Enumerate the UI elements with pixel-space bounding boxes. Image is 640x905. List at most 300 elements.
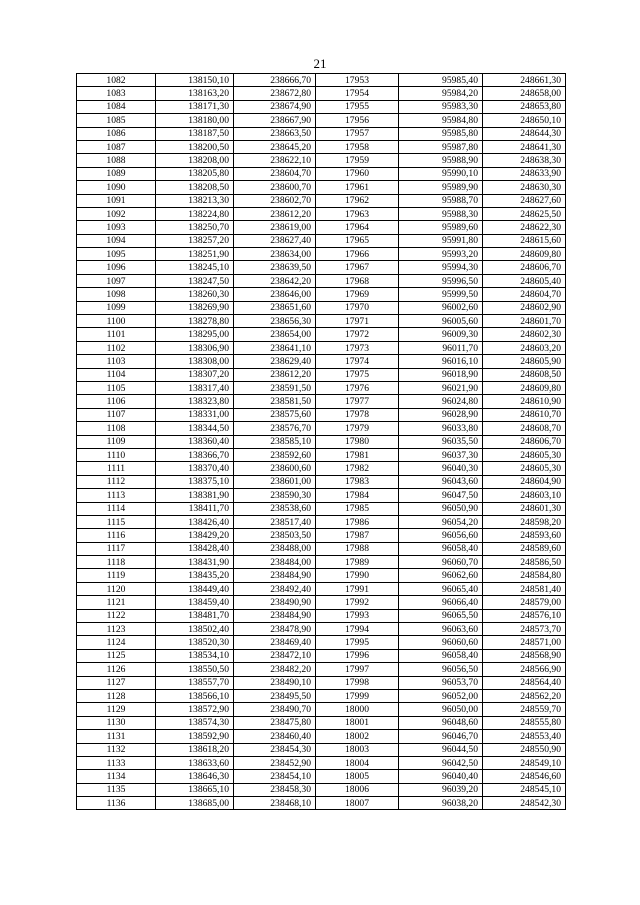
table-row <box>77 381 566 394</box>
table-cell: 17967 <box>316 261 399 274</box>
table-cell: 1127 <box>77 676 156 689</box>
table-cell: 248615,60 <box>483 234 566 247</box>
table-row <box>77 261 566 274</box>
table-cell: 138429,20 <box>156 529 234 542</box>
table-cell: 248605,30 <box>483 462 566 475</box>
table-cell: 17984 <box>316 489 399 502</box>
table-cell: 18002 <box>316 730 399 743</box>
table-cell: 138428,40 <box>156 542 234 555</box>
table-cell: 138250,70 <box>156 221 234 234</box>
table-row <box>77 556 566 569</box>
table-cell: 1118 <box>77 556 156 569</box>
table-cell: 138200,50 <box>156 140 234 153</box>
table-cell: 238495,50 <box>234 689 316 702</box>
table-cell: 17976 <box>316 381 399 394</box>
table-cell: 238490,70 <box>234 703 316 716</box>
table-cell: 1094 <box>77 234 156 247</box>
table-cell: 1111 <box>77 462 156 475</box>
table-cell: 17986 <box>316 515 399 528</box>
table-cell: 96052,00 <box>399 689 483 702</box>
table-cell: 17953 <box>316 74 399 87</box>
table-cell: 1131 <box>77 730 156 743</box>
table-row <box>77 341 566 354</box>
table-cell: 1125 <box>77 649 156 662</box>
table-cell: 138260,30 <box>156 288 234 301</box>
table-cell: 1129 <box>77 703 156 716</box>
table-cell: 248581,40 <box>483 582 566 595</box>
table-cell: 238600,60 <box>234 462 316 475</box>
table-cell: 248573,70 <box>483 623 566 636</box>
table-row <box>77 770 566 783</box>
table-cell: 248630,30 <box>483 181 566 194</box>
table-row <box>77 248 566 261</box>
table-cell: 238634,00 <box>234 248 316 261</box>
table-cell: 95990,10 <box>399 167 483 180</box>
table-cell: 238484,90 <box>234 609 316 622</box>
table-row <box>77 274 566 287</box>
table-cell: 1100 <box>77 315 156 328</box>
table-cell: 95985,40 <box>399 74 483 87</box>
table-cell: 248593,60 <box>483 529 566 542</box>
table-row <box>77 167 566 180</box>
table-cell: 1101 <box>77 328 156 341</box>
table-cell: 248602,90 <box>483 301 566 314</box>
table-row <box>77 87 566 100</box>
table-cell: 238517,40 <box>234 515 316 528</box>
table-cell: 17978 <box>316 408 399 421</box>
table-cell: 17956 <box>316 114 399 127</box>
table-cell: 1117 <box>77 542 156 555</box>
table-row <box>77 154 566 167</box>
table-cell: 248542,30 <box>483 797 566 810</box>
table-row <box>77 288 566 301</box>
table-cell: 238602,70 <box>234 194 316 207</box>
table-cell: 238484,00 <box>234 556 316 569</box>
table-cell: 17957 <box>316 127 399 140</box>
table-cell: 238452,90 <box>234 756 316 769</box>
table-cell: 248606,70 <box>483 435 566 448</box>
table-cell: 238490,90 <box>234 596 316 609</box>
table-cell: 95994,30 <box>399 261 483 274</box>
table-cell: 248638,30 <box>483 154 566 167</box>
table-cell: 138375,10 <box>156 475 234 488</box>
table-row <box>77 542 566 555</box>
table-cell: 1084 <box>77 100 156 113</box>
table-cell: 138245,10 <box>156 261 234 274</box>
table-cell: 238604,70 <box>234 167 316 180</box>
table-cell: 96002,60 <box>399 301 483 314</box>
table-cell: 96009,30 <box>399 328 483 341</box>
table-cell: 238667,90 <box>234 114 316 127</box>
table-cell: 96039,20 <box>399 783 483 796</box>
table-cell: 96037,30 <box>399 448 483 461</box>
table-cell: 17988 <box>316 542 399 555</box>
table-cell: 96047,50 <box>399 489 483 502</box>
table-cell: 138360,40 <box>156 435 234 448</box>
table-cell: 238458,30 <box>234 783 316 796</box>
table-cell: 238590,30 <box>234 489 316 502</box>
table-cell: 1132 <box>77 743 156 756</box>
table-row <box>77 582 566 595</box>
table-cell: 248579,00 <box>483 596 566 609</box>
table-cell: 17966 <box>316 248 399 261</box>
table-cell: 248602,30 <box>483 328 566 341</box>
table-cell: 138633,60 <box>156 756 234 769</box>
table-cell: 1090 <box>77 181 156 194</box>
table-cell: 248576,10 <box>483 609 566 622</box>
table-cell: 17955 <box>316 100 399 113</box>
table-cell: 248549,10 <box>483 756 566 769</box>
table-cell: 138520,30 <box>156 636 234 649</box>
table-cell: 95988,70 <box>399 194 483 207</box>
table-cell: 1133 <box>77 756 156 769</box>
table-cell: 248550,90 <box>483 743 566 756</box>
table-cell: 138278,80 <box>156 315 234 328</box>
table-cell: 95989,60 <box>399 221 483 234</box>
table-cell: 95991,80 <box>399 234 483 247</box>
table-row <box>77 140 566 153</box>
table-cell: 238645,20 <box>234 140 316 153</box>
table-cell: 1089 <box>77 167 156 180</box>
table-cell: 17989 <box>316 556 399 569</box>
table-cell: 248601,30 <box>483 502 566 515</box>
table-row <box>77 114 566 127</box>
table-cell: 238472,10 <box>234 649 316 662</box>
table-cell: 96011,70 <box>399 341 483 354</box>
table-cell: 17992 <box>316 596 399 609</box>
table-cell: 238488,00 <box>234 542 316 555</box>
table-cell: 138550,50 <box>156 663 234 676</box>
table-cell: 17961 <box>316 181 399 194</box>
table-cell: 138572,90 <box>156 703 234 716</box>
table-cell: 96063,60 <box>399 623 483 636</box>
table-cell: 17997 <box>316 663 399 676</box>
table-cell: 18006 <box>316 783 399 796</box>
table-cell: 238468,10 <box>234 797 316 810</box>
table-cell: 138187,50 <box>156 127 234 140</box>
table-cell: 238654,00 <box>234 328 316 341</box>
table-cell: 248627,60 <box>483 194 566 207</box>
table-cell: 17959 <box>316 154 399 167</box>
table-cell: 138685,00 <box>156 797 234 810</box>
table-cell: 17970 <box>316 301 399 314</box>
table-cell: 1099 <box>77 301 156 314</box>
table-cell: 1108 <box>77 422 156 435</box>
table-cell: 95983,30 <box>399 100 483 113</box>
table-cell: 17998 <box>316 676 399 689</box>
table-row <box>77 783 566 796</box>
table-cell: 95985,80 <box>399 127 483 140</box>
table-cell: 248603,10 <box>483 489 566 502</box>
table-cell: 1091 <box>77 194 156 207</box>
table-cell: 138323,80 <box>156 395 234 408</box>
coordinates-table <box>76 73 566 810</box>
table-row <box>77 797 566 810</box>
table-cell: 138331,00 <box>156 408 234 421</box>
table-cell: 1103 <box>77 355 156 368</box>
table-row <box>77 502 566 515</box>
table-cell: 138213,30 <box>156 194 234 207</box>
table-cell: 138431,90 <box>156 556 234 569</box>
table-cell: 238538,60 <box>234 502 316 515</box>
table-row <box>77 716 566 729</box>
table-cell: 138257,20 <box>156 234 234 247</box>
table-cell: 1107 <box>77 408 156 421</box>
table-cell: 138370,40 <box>156 462 234 475</box>
table-cell: 138449,40 <box>156 582 234 595</box>
table-cell: 95984,80 <box>399 114 483 127</box>
table-cell: 96054,20 <box>399 515 483 528</box>
table-cell: 96056,60 <box>399 529 483 542</box>
table-cell: 238627,40 <box>234 234 316 247</box>
table-cell: 238601,00 <box>234 475 316 488</box>
table-cell: 96058,40 <box>399 649 483 662</box>
table-row <box>77 623 566 636</box>
table-cell: 238492,40 <box>234 582 316 595</box>
table-cell: 96056,50 <box>399 663 483 676</box>
table-row <box>77 529 566 542</box>
table-cell: 138344,50 <box>156 422 234 435</box>
table-row <box>77 194 566 207</box>
table-row <box>77 515 566 528</box>
table-cell: 238666,70 <box>234 74 316 87</box>
table-cell: 138574,30 <box>156 716 234 729</box>
table-cell: 96005,60 <box>399 315 483 328</box>
table-row <box>77 462 566 475</box>
table-cell: 248641,30 <box>483 140 566 153</box>
table-cell: 238575,60 <box>234 408 316 421</box>
table-cell: 96043,60 <box>399 475 483 488</box>
table-cell: 238454,30 <box>234 743 316 756</box>
table-cell: 1134 <box>77 770 156 783</box>
table-cell: 248601,70 <box>483 315 566 328</box>
table-cell: 17980 <box>316 435 399 448</box>
table-cell: 96040,40 <box>399 770 483 783</box>
table-cell: 96035,50 <box>399 435 483 448</box>
table-cell: 1119 <box>77 569 156 582</box>
table-cell: 17996 <box>316 649 399 662</box>
table-cell: 96024,80 <box>399 395 483 408</box>
table-cell: 238612,20 <box>234 207 316 220</box>
table-cell: 17982 <box>316 462 399 475</box>
table-cell: 248546,60 <box>483 770 566 783</box>
table-row <box>77 181 566 194</box>
table-cell: 138646,30 <box>156 770 234 783</box>
table-cell: 248661,30 <box>483 74 566 87</box>
table-cell: 96050,90 <box>399 502 483 515</box>
table-cell: 1095 <box>77 248 156 261</box>
table-cell: 95988,30 <box>399 207 483 220</box>
table-cell: 17994 <box>316 623 399 636</box>
table-cell: 238622,10 <box>234 154 316 167</box>
table-cell: 238646,00 <box>234 288 316 301</box>
table-cell: 248566,90 <box>483 663 566 676</box>
table-cell: 96066,40 <box>399 596 483 609</box>
table-cell: 1087 <box>77 140 156 153</box>
table-row <box>77 636 566 649</box>
table-cell: 17990 <box>316 569 399 582</box>
table-cell: 96038,20 <box>399 797 483 810</box>
table-cell: 138459,40 <box>156 596 234 609</box>
table-cell: 96028,90 <box>399 408 483 421</box>
table-cell: 1112 <box>77 475 156 488</box>
table-cell: 138295,00 <box>156 328 234 341</box>
table-cell: 1128 <box>77 689 156 702</box>
table-cell: 96042,50 <box>399 756 483 769</box>
table-cell: 18001 <box>316 716 399 729</box>
table-cell: 17965 <box>316 234 399 247</box>
table-cell: 138592,90 <box>156 730 234 743</box>
table-cell: 248598,20 <box>483 515 566 528</box>
table-cell: 17975 <box>316 368 399 381</box>
table-cell: 1123 <box>77 623 156 636</box>
table-cell: 138366,70 <box>156 448 234 461</box>
table-cell: 238641,10 <box>234 341 316 354</box>
table-cell: 238475,80 <box>234 716 316 729</box>
table-cell: 96048,60 <box>399 716 483 729</box>
table-cell: 248610,90 <box>483 395 566 408</box>
table-cell: 1120 <box>77 582 156 595</box>
table-cell: 238484,90 <box>234 569 316 582</box>
table-cell: 96065,40 <box>399 582 483 595</box>
table-row <box>77 368 566 381</box>
table-cell: 138269,90 <box>156 301 234 314</box>
table-cell: 238585,10 <box>234 435 316 448</box>
table-cell: 248653,80 <box>483 100 566 113</box>
table-cell: 138426,40 <box>156 515 234 528</box>
table-row <box>77 422 566 435</box>
table-cell: 138317,40 <box>156 381 234 394</box>
table-cell: 1098 <box>77 288 156 301</box>
table-cell: 138381,90 <box>156 489 234 502</box>
table-row <box>77 328 566 341</box>
table-cell: 95993,20 <box>399 248 483 261</box>
table-row <box>77 676 566 689</box>
table-cell: 96062,60 <box>399 569 483 582</box>
table-cell: 1105 <box>77 381 156 394</box>
table-cell: 248608,70 <box>483 422 566 435</box>
table-cell: 248650,10 <box>483 114 566 127</box>
table-cell: 248562,20 <box>483 689 566 702</box>
table-cell: 96046,70 <box>399 730 483 743</box>
table-cell: 95989,90 <box>399 181 483 194</box>
table-cell: 96053,70 <box>399 676 483 689</box>
table-cell: 96060,60 <box>399 636 483 649</box>
table-cell: 1102 <box>77 341 156 354</box>
table-cell: 1122 <box>77 609 156 622</box>
table-cell: 17958 <box>316 140 399 153</box>
table-cell: 138534,10 <box>156 649 234 662</box>
table-cell: 248568,90 <box>483 649 566 662</box>
table-cell: 1106 <box>77 395 156 408</box>
table-cell: 17987 <box>316 529 399 542</box>
table-cell: 138481,70 <box>156 609 234 622</box>
table-cell: 1114 <box>77 502 156 515</box>
table-cell: 138224,80 <box>156 207 234 220</box>
table-cell: 238663,50 <box>234 127 316 140</box>
table-cell: 17964 <box>316 221 399 234</box>
table-cell: 18004 <box>316 756 399 769</box>
table-cell: 18005 <box>316 770 399 783</box>
table-cell: 238503,50 <box>234 529 316 542</box>
table-cell: 96018,90 <box>399 368 483 381</box>
table-row <box>77 703 566 716</box>
table-row <box>77 663 566 676</box>
table-cell: 17963 <box>316 207 399 220</box>
table-cell: 238656,30 <box>234 315 316 328</box>
table-cell: 18000 <box>316 703 399 716</box>
table-cell: 138205,80 <box>156 167 234 180</box>
table-cell: 17971 <box>316 315 399 328</box>
table-cell: 1136 <box>77 797 156 810</box>
table-cell: 17968 <box>316 274 399 287</box>
table-cell: 17972 <box>316 328 399 341</box>
table-cell: 238454,10 <box>234 770 316 783</box>
table-row <box>77 569 566 582</box>
table-row <box>77 234 566 247</box>
table-cell: 248604,90 <box>483 475 566 488</box>
table-cell: 96016,10 <box>399 355 483 368</box>
table-cell: 238576,70 <box>234 422 316 435</box>
table-cell: 238651,60 <box>234 301 316 314</box>
table-row <box>77 743 566 756</box>
table-cell: 248603,20 <box>483 341 566 354</box>
table-cell: 138208,50 <box>156 181 234 194</box>
table-cell: 1083 <box>77 87 156 100</box>
table-cell: 17993 <box>316 609 399 622</box>
table-cell: 138180,00 <box>156 114 234 127</box>
table-row <box>77 221 566 234</box>
table-cell: 248609,80 <box>483 248 566 261</box>
table-cell: 18003 <box>316 743 399 756</box>
table-row <box>77 489 566 502</box>
table-row <box>77 74 566 87</box>
table-cell: 238639,50 <box>234 261 316 274</box>
table-cell: 248555,80 <box>483 716 566 729</box>
table-cell: 138411,70 <box>156 502 234 515</box>
table-cell: 17985 <box>316 502 399 515</box>
table-row <box>77 207 566 220</box>
table-row <box>77 448 566 461</box>
table-cell: 248559,70 <box>483 703 566 716</box>
table-cell: 248545,10 <box>483 783 566 796</box>
table-cell: 238672,80 <box>234 87 316 100</box>
table-cell: 138163,20 <box>156 87 234 100</box>
table-cell: 238469,40 <box>234 636 316 649</box>
table-cell: 138557,70 <box>156 676 234 689</box>
table-row <box>77 756 566 769</box>
table-cell: 17991 <box>316 582 399 595</box>
table-cell: 138307,20 <box>156 368 234 381</box>
table-cell: 248608,50 <box>483 368 566 381</box>
table-cell: 1092 <box>77 207 156 220</box>
table-cell: 1135 <box>77 783 156 796</box>
table-cell: 248605,90 <box>483 355 566 368</box>
table-cell: 1124 <box>77 636 156 649</box>
table-cell: 238674,90 <box>234 100 316 113</box>
table-cell: 238460,40 <box>234 730 316 743</box>
table-row <box>77 435 566 448</box>
table-cell: 95999,50 <box>399 288 483 301</box>
table-row <box>77 609 566 622</box>
table-row <box>77 475 566 488</box>
table-row <box>77 689 566 702</box>
table-cell: 248610,70 <box>483 408 566 421</box>
table-cell: 248609,80 <box>483 381 566 394</box>
table-cell: 138150,10 <box>156 74 234 87</box>
table-cell: 95988,90 <box>399 154 483 167</box>
table-cell: 1109 <box>77 435 156 448</box>
